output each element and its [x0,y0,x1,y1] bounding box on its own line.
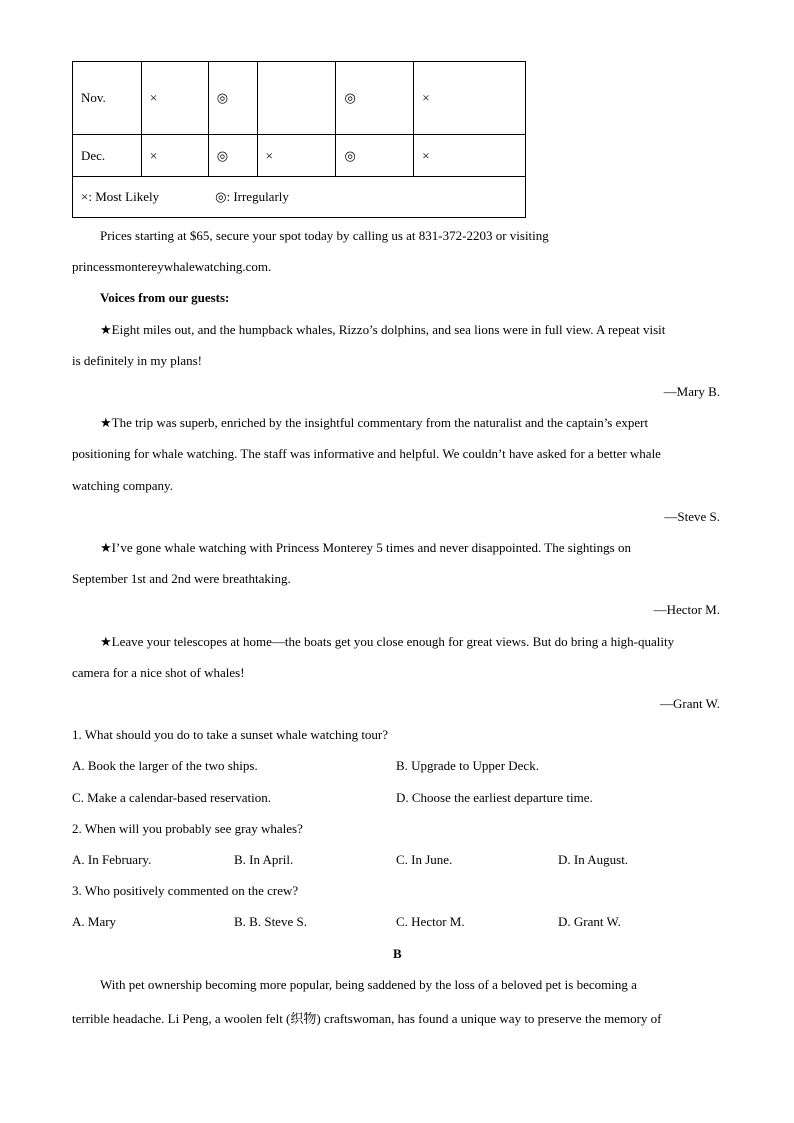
question-2: 2. When will you probably see gray whales? [72,821,303,836]
table-cell: ◎ [336,62,414,135]
review-text: September 1st and 2nd were breathtaking. [72,571,291,586]
month-cell: Nov. [73,62,142,135]
whale-schedule-table [72,61,526,218]
legend-irregularly: ◎: Irregularly [215,189,289,204]
option-c: C. Hector M. [396,914,465,929]
review-author: —Grant W. [660,696,720,711]
table-cell [257,62,336,135]
review-text: is definitely in my plans! [72,353,202,368]
review-text: positioning for whale watching. The staff was informative and helpful. We couldn’t have asked for a better whale [72,446,661,461]
section-b-heading: B [393,946,402,961]
table-cell: × [257,135,336,177]
table-cell: ◎ [208,62,257,135]
option-c: C. Make a calendar-based reservation. [72,790,271,805]
legend-most-likely: ×: Most Likely [81,189,160,204]
passage-text: With pet ownership becoming more popular, being saddened by the loss of a beloved pet is becoming a [100,977,637,992]
option-a: A. Book the larger of the two ships. [72,758,258,773]
option-b: B. Upgrade to Upper Deck. [396,758,539,773]
table-cell: × [414,135,526,177]
review-author: —Mary B. [663,384,720,399]
question-3: 3. Who positively commented on the crew? [72,883,299,898]
option-d: D. Grant W. [558,914,621,929]
table-cell: × [141,135,208,177]
voices-heading: Voices from our guests: [100,290,230,305]
table-row [73,135,526,177]
month-cell: Dec. [73,135,142,177]
legend-cell [73,177,526,218]
review-author: —Hector M. [653,602,720,617]
prices-line-2: princessmontereywhalewatching.com. [72,259,272,274]
table-cell: ◎ [336,135,414,177]
review-text: ★Leave your telescopes at home—the boats get you close enough for great views. But do bring a high-quality [100,634,675,649]
table-row [73,62,526,135]
option-b: B. In April. [234,852,294,867]
table-cell: × [414,62,526,135]
prices-line-1: Prices starting at $65, secure your spot today by calling us at 831-372-2203 or visiting [100,228,549,243]
question-1: 1. What should you do to take a sunset whale watching tour? [72,727,389,742]
review-author: —Steve S. [664,509,720,524]
review-text: ★Eight miles out, and the humpback whales, Rizzo’s dolphins, and sea lions were in full view. A repeat visit [100,322,666,337]
review-text: camera for a nice shot of whales! [72,665,245,680]
option-a: A. In February. [72,852,152,867]
option-a: A. Mary [72,914,117,929]
table-cell: × [141,62,208,135]
option-d: D. In August. [558,852,629,867]
passage-text: terrible headache. Li Peng, a woolen felt (织物) craftswoman, has found a unique way to preserve the memory of [72,1011,662,1026]
review-text: ★I’ve gone whale watching with Princess Monterey 5 times and never disappointed. The sightings on [100,540,631,555]
option-c: C. In June. [396,852,453,867]
table-legend-row [73,177,526,218]
table-cell: ◎ [208,135,257,177]
option-d: D. Choose the earliest departure time. [396,790,593,805]
review-text: watching company. [72,478,173,493]
option-b: B. B. Steve S. [234,914,307,929]
review-text: ★The trip was superb, enriched by the insightful commentary from the naturalist and the captain’s expert [100,415,649,430]
